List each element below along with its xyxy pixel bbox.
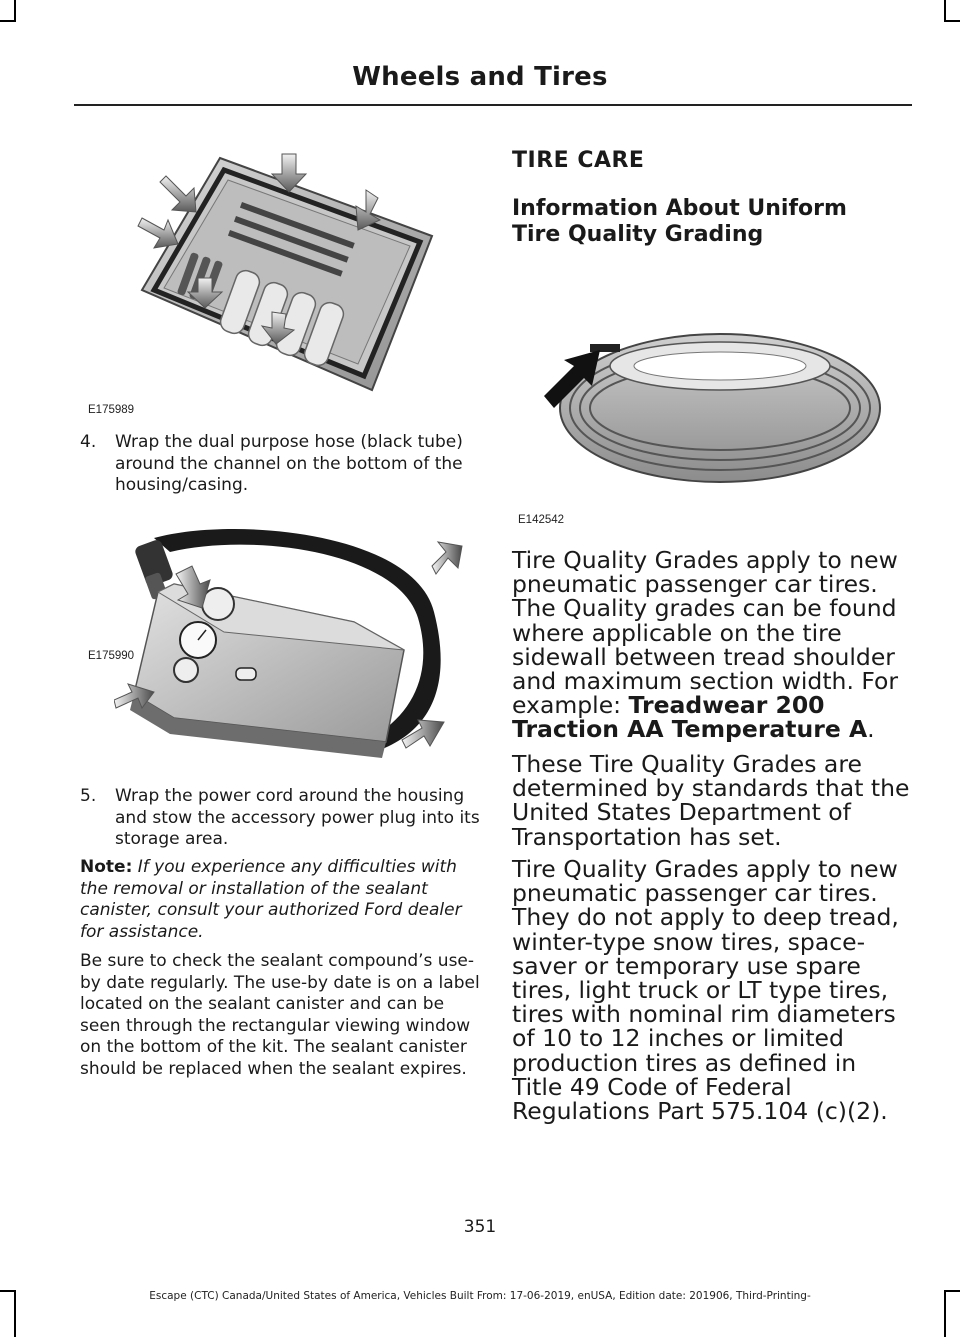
paragraph-end: .	[867, 715, 875, 744]
figure-label: E175989	[88, 404, 135, 416]
sealant-paragraph: Be sure to check the sealant compound’s use-by date regularly. The use-by date is on a label located on the sealant canister and can be seen through the rectangular viewing window on the bottom of the kit. The sealant canister should be replaced when the sealant expires.	[80, 951, 480, 1079]
figure-kit-bottom	[88, 140, 442, 416]
note	[80, 857, 482, 943]
figure-label: E142542	[518, 514, 565, 526]
crop-mark	[0, 20, 16, 22]
quality-grades-paragraph	[512, 548, 910, 742]
step-text: Wrap the dual purpose hose (black tube) around the channel on the bottom of the housing/casing.	[115, 432, 463, 495]
note-text: If you experience any difficulties with the removal or installation of the sealant canister, consult your authorized Ford dealer for assistance.	[80, 857, 462, 942]
figure-tire	[518, 320, 890, 526]
figure-label: E175990	[88, 650, 135, 662]
crop-mark	[14, 0, 16, 20]
crop-mark	[944, 0, 946, 20]
step-5	[80, 786, 480, 851]
header-divider	[74, 104, 912, 106]
standards-paragraph: These Tire Quality Grades are determined by standards that the United States Department of Transportation has set.	[512, 750, 910, 851]
section-title: TIRE CARE	[512, 148, 645, 173]
step-number: 5.	[80, 786, 97, 806]
crop-mark	[944, 20, 960, 22]
subsection-title: Information About Uniform Tire Quality Grading	[512, 196, 847, 247]
footer-text: Escape (CTC) Canada/United States of America, Vehicles Built From: 17-06-2019, enUSA, Edition date: 201906, Third-Printing-	[149, 1290, 811, 1302]
kit-bottom-illustration	[132, 140, 442, 402]
page-number: 351	[463, 1217, 497, 1237]
step-number: 4.	[80, 432, 97, 452]
page-title: Wheels and Tires	[352, 62, 608, 92]
note-label: Note:	[80, 857, 133, 877]
compressor-illustration	[114, 522, 474, 760]
paragraph-text: Tire Quality Grades apply to new pneumatic passenger car tires. The Quality grades can be found where applicable on the tire sidewall between tread shoulder and maximum section width. For example:	[512, 546, 899, 720]
tire-illustration	[530, 320, 890, 520]
figure-compressor	[88, 522, 474, 760]
example-text: Treadwear 200 Traction AA Temperature A	[512, 691, 868, 744]
step-text: Wrap the power cord around the housing and stow the accessory power plug into its storage area.	[115, 786, 480, 849]
applicability-paragraph: Tire Quality Grades apply to new pneumatic passenger car tires. They do not apply to deep tread, winter-type snow tires, space-saver or temporary use spare tires, light truck or LT type tires, tires with nominal rim diameters of 10 to 12 inches or limited production tires as defined in Title 49 Code of Federal Regulations Part 575.104 (c)(2).	[512, 855, 899, 1126]
step-4	[80, 432, 480, 497]
